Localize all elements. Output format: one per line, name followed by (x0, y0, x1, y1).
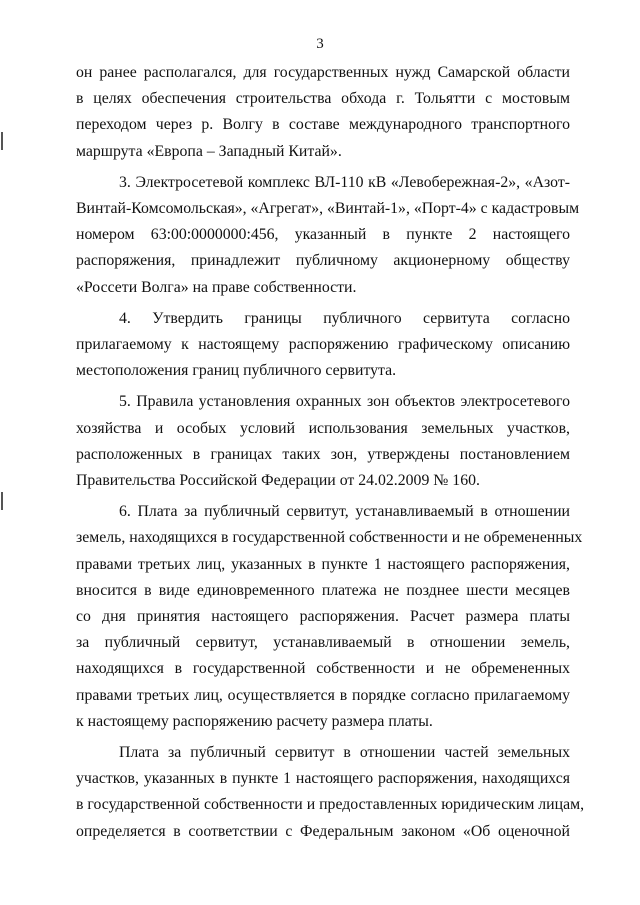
text-line: хозяйства и особых условий использования земельных участков, (76, 419, 570, 437)
text-line: прилагаемому к настоящему распоряжению графическому описанию (76, 336, 570, 354)
text-line: определяется в соответствии с Федеральным законом «Об оценочной (76, 822, 570, 840)
text-line: переходом через р. Волгу в составе международного транспортного (76, 116, 570, 134)
text-line: в целях обеспечения строительства обхода г. Тольятти с мостовым (76, 90, 570, 108)
text-line: участков, указанных в пункте 1 настоящего распоряжения, находящихся (76, 770, 570, 788)
text-line: за публичный сервитут, устанавливаемый в отношении земель, (76, 634, 570, 652)
text-line: «Россети Волга» на праве собственности. (76, 278, 357, 296)
text-line: 5. Правила установления охранных зон объектов электросетевого (119, 393, 570, 411)
text-line: 4. Утвердить границы публичного сервитута согласно (119, 309, 570, 327)
text-line: Правительства Российской Федерации от 24.02.2009 № 160. (76, 472, 480, 490)
text-line: находящихся в государственной собственности и не обремененных (76, 660, 570, 678)
paragraph-item-6 (76, 499, 583, 735)
text-line: к настоящему распоряжению расчету размера платы. (76, 712, 433, 730)
text-line: правами третьих лиц, осуществляется в порядке согласно прилагаемому (76, 686, 570, 704)
paragraph-continuation (76, 60, 570, 165)
text-line: Плата за публичный сервитут в отношении частей земельных (119, 744, 570, 762)
text-line: правами третьих лиц, указанных в пункте 1 настоящего распоряжения, (76, 555, 570, 573)
text-line: распоряжения, принадлежит публичному акционерному обществу (76, 252, 570, 270)
text-line: земель, находящихся в государственной собственности и не обремененных (76, 529, 583, 547)
text-line: 6. Плата за публичный сервитут, устанавливаемый в отношении (119, 503, 570, 521)
paragraph-fee-determination (76, 740, 585, 845)
paragraph-item-3 (76, 170, 580, 301)
text-line: в государственной собственности и предоставленных юридическим лицам, (76, 796, 585, 814)
scan-margin-mark (1, 492, 3, 510)
paragraph-item-4 (76, 306, 570, 385)
text-line: 3. Электросетевой комплекс ВЛ-110 кВ «Левобережная-2», «Азот- (119, 173, 570, 191)
document-body (76, 60, 585, 850)
text-line: он ранее располагался, для государственных нужд Самарской области (76, 64, 570, 81)
text-line: местоположения границ публичного сервитута. (76, 362, 397, 380)
text-line: вносится в виде единовременного платежа не позднее шести месяцев (76, 581, 570, 599)
text-line: номером 63:00:0000000:456, указанный в пункте 2 настоящего (76, 226, 570, 244)
text-line: расположенных в границах таких зон, утверждены постановлением (76, 445, 570, 463)
paragraph-item-5 (76, 389, 570, 494)
page-number: 3 (316, 36, 324, 52)
text-line: со дня принятия настоящего распоряжения. Расчет размера платы (76, 608, 570, 626)
text-line: маршрута «Европа – Западный Китай». (76, 142, 342, 160)
scan-margin-mark (1, 132, 3, 150)
text-line: Винтай-Комсомольская», «Агрегат», «Винтай-1», «Порт-4» с кадастровым (76, 200, 580, 218)
